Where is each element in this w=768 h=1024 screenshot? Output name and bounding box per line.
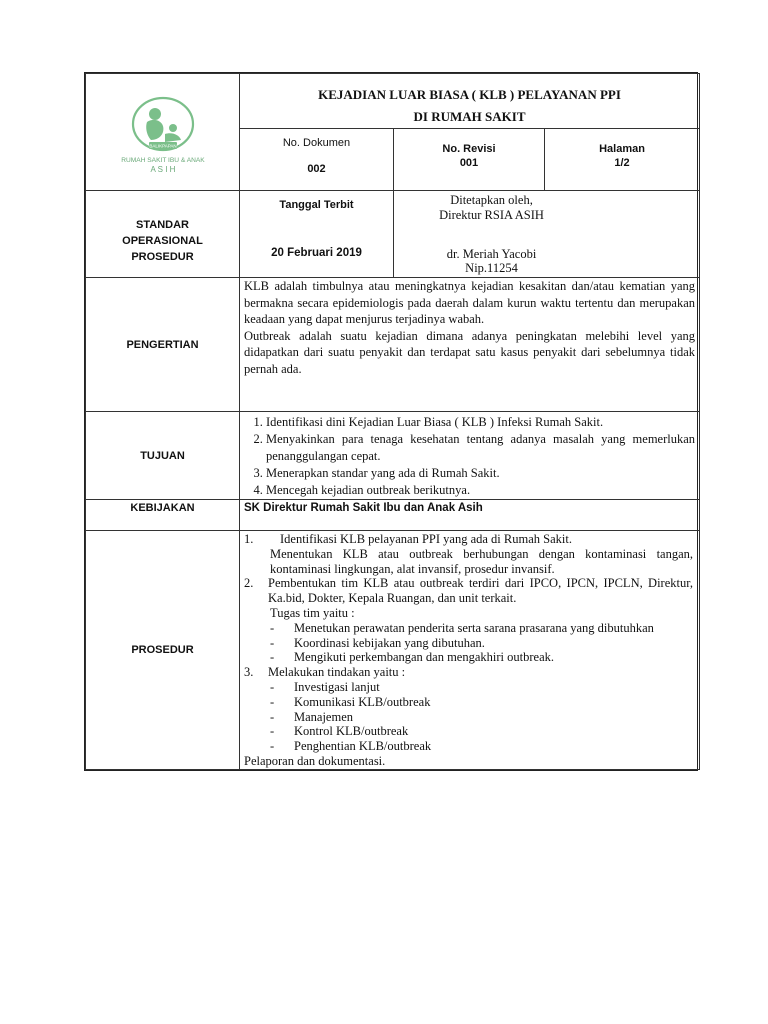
step-text: Pembentukan tim KLB atau outbreak terdiri dari IPCO, IPCN, IPCLN, Direktur, Ka.bid, Dokter, Kepala Ruangan, dan unit terkait. — [268, 576, 694, 606]
list-item: - Manajemen — [270, 709, 354, 724]
list-item: 4. Mencegah kejadian outbreak berikutnya. — [266, 482, 699, 499]
sop-document — [84, 72, 698, 771]
list-item: - Kontrol KLB/outbreak — [270, 724, 409, 739]
list-item: - Mengikuti perkembangan dan mengakhiri outbreak. — [270, 650, 554, 665]
step-text: Melakukan tindakan yaitu : — [268, 665, 406, 680]
sop-label-cell — [86, 191, 240, 278]
sop-label-line2: OPERASIONAL — [122, 235, 203, 247]
logo-line2: A S I H — [150, 165, 175, 174]
kebijakan-label: KEBIJAKAN — [130, 502, 195, 514]
list-item: 2. Menyakinkan para tenaga kesehatan tentang adanya masalah yang memerlukan penanggulangan cepat. — [266, 431, 699, 465]
logo-cell — [86, 74, 240, 191]
list-item: 3. Menerapkan standar yang ada di Rumah Sakit. — [266, 465, 699, 482]
sop-label-line3: PROSEDUR — [131, 251, 194, 263]
list-item: - Koordinasi kebijakan yang dibutuhan. — [270, 635, 485, 650]
prosedur-step-2 — [244, 576, 693, 606]
no-dokumen-cell — [240, 129, 394, 191]
tujuan-label: TUJUAN — [140, 449, 185, 462]
halaman-value: 1/2 — [614, 157, 630, 169]
list-item: - Komunikasi KLB/outbreak — [270, 694, 431, 709]
pengertian-para1: KLB adalah timbulnya atau meningkatnya kejadian kesakitan dan/atau kematian yang bermakna secara epidemiologis pada daerah dalam kurun waktu tertentu dan merupakan keadaan yang dapat menjurus terjadinya wabah. — [244, 279, 696, 327]
kebijakan-content — [240, 500, 700, 531]
signer-nip: Nip.11254 — [465, 261, 518, 275]
prosedur-step-3 — [244, 665, 693, 680]
tanggal-terbit-cell — [240, 191, 394, 278]
tujuan-list — [240, 414, 699, 499]
ditetapkan-cell — [394, 191, 700, 278]
signer-name: dr. Meriah Yacobi — [446, 247, 537, 261]
halaman-cell — [545, 129, 700, 191]
prosedur-label: PROSEDUR — [131, 643, 194, 656]
prosedur-closing: Pelaporan dan dokumentasi. — [244, 753, 386, 768]
halaman-label: Halaman — [599, 143, 645, 155]
prosedur-content — [240, 531, 700, 770]
pengertian-label-cell — [86, 278, 240, 412]
document-title-line2: DI RUMAH SAKIT — [413, 109, 526, 124]
no-revisi-value: 001 — [459, 157, 479, 169]
logo-line1: RUMAH SAKIT IBU & ANAK — [120, 157, 205, 164]
pengertian-para2: Outbreak adalah suatu kejadian dimana adanya peningkatan melebihi level yang didapatkan dari suatu penyakit dan terdapat satu kasus penyakit dari sebelumnya tidak pernah ada. — [244, 328, 696, 376]
tanggal-terbit-label: Tanggal Terbit — [279, 199, 354, 211]
step-number: 1. — [244, 532, 254, 546]
no-revisi-cell — [394, 129, 545, 191]
step-number: 3. — [244, 665, 254, 680]
kebijakan-label-cell — [86, 500, 240, 531]
prosedur-label-cell — [86, 531, 240, 770]
list-item: - Investigasi lanjut — [270, 679, 380, 694]
step-text: Menentukan KLB atau outbreak berhubungan dengan kontaminasi tangan, kontaminasi lingkungan, alat invansif, prosedur invansif. — [270, 546, 694, 576]
ditetapkan-line2: Direktur RSIA ASIH — [439, 208, 544, 222]
kebijakan-text: SK Direktur Rumah Sakit Ibu dan Anak Asih — [244, 502, 483, 514]
pengertian-content — [240, 278, 700, 412]
sop-label-line1: STANDAR — [136, 219, 189, 231]
tujuan-content — [240, 412, 700, 500]
step-title: Identifikasi KLB pelayanan PPI yang ada di Rumah Sakit. — [280, 532, 572, 546]
step-number: 2. — [244, 576, 254, 591]
tugas-label: Tugas tim yaitu : — [270, 605, 355, 620]
list-item: 1. Identifikasi dini Kejadian Luar Biasa ( KLB ) Infeksi Rumah Sakit. — [266, 414, 699, 431]
document-title-line1: KEJADIAN LUAR BIASA ( KLB ) PELAYANAN PPI — [318, 87, 621, 102]
no-revisi-label: No. Revisi — [442, 143, 496, 155]
no-dokumen-value: 002 — [307, 163, 326, 175]
pengertian-label: PENGERTIAN — [126, 338, 199, 351]
document-title-cell — [240, 74, 700, 129]
no-dokumen-label: No. Dokumen — [282, 137, 351, 149]
list-item: - Menetukan perawatan penderita serta sarana prasarana yang dibutuhkan — [270, 620, 654, 635]
logo-badge-text: BALIKPAPAN — [148, 143, 177, 149]
ditetapkan-line1: Ditetapkan oleh, — [450, 193, 533, 207]
tujuan-label-cell — [86, 412, 240, 500]
list-item: - Penghentian KLB/outbreak — [270, 739, 432, 754]
prosedur-step-1 — [244, 532, 693, 547]
hospital-logo-icon — [103, 88, 223, 184]
tanggal-terbit-value: 20 Februari 2019 — [271, 247, 362, 259]
